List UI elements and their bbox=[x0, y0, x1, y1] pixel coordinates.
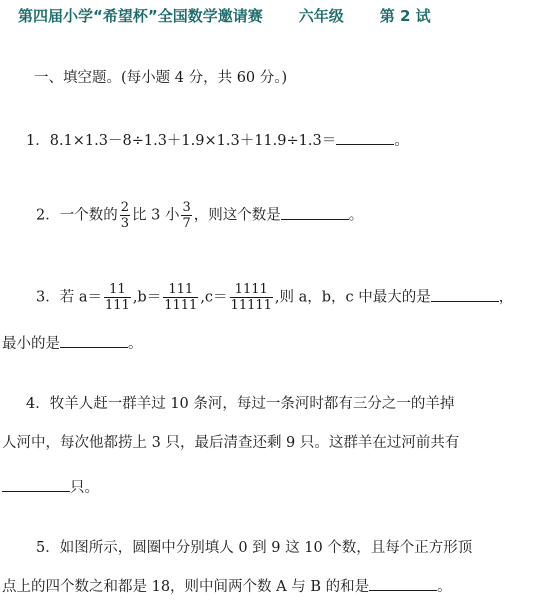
exam-header bbox=[18, 6, 431, 26]
fraction-numerator: 1111 bbox=[234, 282, 268, 297]
fraction-two-thirds bbox=[120, 200, 130, 231]
question-2-prefix: 2．一个数的 bbox=[36, 207, 118, 224]
fraction-denominator: 7 bbox=[182, 216, 191, 231]
question-3 bbox=[36, 282, 513, 313]
fraction-b bbox=[163, 282, 198, 313]
fraction-numerator: 2 bbox=[120, 200, 130, 215]
question-3-comma: ， bbox=[498, 289, 514, 306]
fraction-numerator: 111 bbox=[168, 282, 194, 297]
question-2-end: 。 bbox=[348, 207, 364, 224]
fraction-c bbox=[230, 282, 273, 313]
question-3-tail: ,则 a，b，c 中最大的是 bbox=[274, 289, 431, 306]
exam-round: 第 2 试 bbox=[379, 7, 431, 25]
fraction-a bbox=[104, 282, 131, 313]
question-2-mid: 比 3 小 bbox=[132, 207, 180, 224]
question-1-end: 。 bbox=[394, 133, 409, 149]
question-3-a-label: 3．若 a＝ bbox=[36, 289, 102, 306]
question-2 bbox=[36, 200, 363, 231]
question-4-line-3 bbox=[2, 477, 99, 498]
question-5-end: 。 bbox=[437, 579, 452, 595]
exam-title: 第四届小学“希望杯”全国数学邀请赛 bbox=[18, 7, 263, 25]
fraction-three-sevenths bbox=[181, 200, 191, 231]
question-5-text: 点上的四个数之和都是 18，则中间两个数 A 与 B 的和是 bbox=[2, 579, 370, 595]
answer-blank-3-min[interactable] bbox=[60, 333, 128, 348]
fraction-denominator: 1111 bbox=[164, 298, 198, 313]
answer-blank-5[interactable] bbox=[369, 576, 437, 591]
fraction-numerator: 11 bbox=[109, 282, 126, 297]
question-5-line-2 bbox=[2, 576, 452, 597]
fraction-numerator: 3 bbox=[182, 200, 191, 215]
question-5-line-1: 5．如图所示，圆圈中分别填人 0 到 9 这 10 个数，且每个正方形顶 bbox=[36, 540, 473, 556]
fraction-denominator: 3 bbox=[120, 216, 130, 231]
question-3-min-label: 最小的是 bbox=[2, 336, 60, 352]
answer-blank-2[interactable] bbox=[281, 205, 349, 220]
section-heading: 一、填空题。(每小题 4 分，共 60 分。) bbox=[34, 70, 288, 86]
question-1-text: 1．8.1×1.3－8÷1.3＋1.9×1.3＋11.9÷1.3＝ bbox=[26, 133, 337, 149]
question-4-end: 只。 bbox=[70, 480, 99, 496]
answer-blank-1[interactable] bbox=[336, 130, 394, 145]
answer-blank-4[interactable] bbox=[2, 477, 70, 492]
question-3-b-label: ,b＝ bbox=[132, 289, 162, 306]
fraction-denominator: 111 bbox=[104, 298, 130, 313]
exam-grade: 六年级 bbox=[298, 7, 344, 25]
question-2-suffix: ，则这个数是 bbox=[193, 207, 281, 224]
question-3-end: 。 bbox=[128, 336, 143, 352]
answer-blank-3-max[interactable] bbox=[431, 287, 499, 302]
question-4-line-2: 人河中，每次他都捞上 3 只，最后清查还剩 9 只。这群羊在过河前共有 bbox=[2, 435, 460, 451]
question-1 bbox=[26, 130, 409, 151]
fraction-denominator: 11111 bbox=[230, 298, 272, 313]
question-3-c-label: ,c＝ bbox=[200, 289, 228, 306]
question-3-line-2 bbox=[2, 333, 143, 354]
question-4-line-1: 4．牧羊人赶一群羊过 10 条河，每过一条河时都有三分之一的羊掉 bbox=[26, 396, 455, 412]
